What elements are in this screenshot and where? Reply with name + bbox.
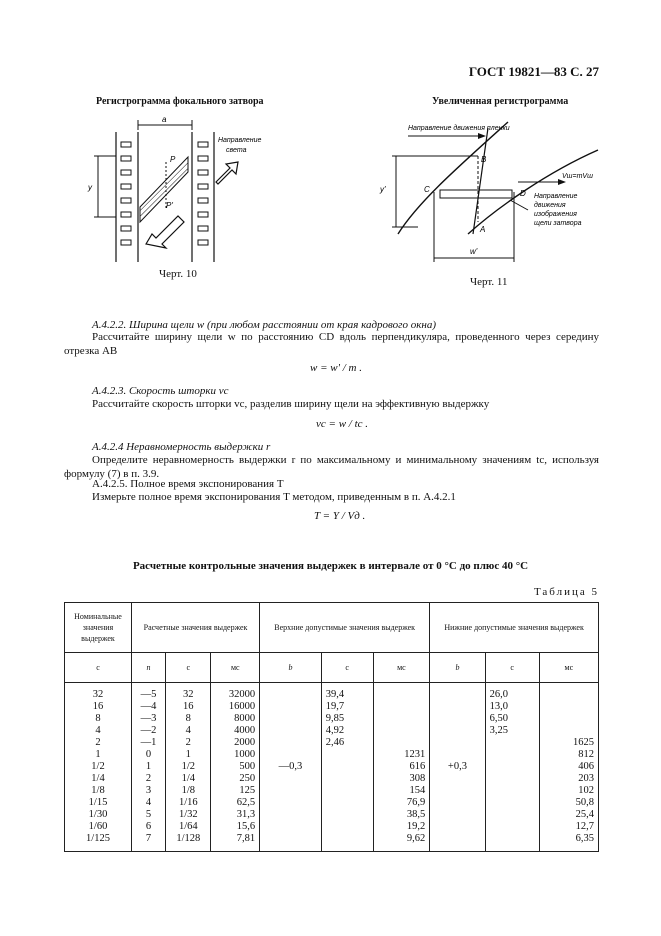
table-cell: 32 bbox=[166, 683, 211, 702]
table-cell bbox=[260, 749, 322, 761]
table-cell: 1/32 bbox=[166, 809, 211, 821]
unit-header: мс bbox=[539, 653, 598, 683]
table-cell: 9,62 bbox=[373, 833, 430, 852]
point-b-label: B bbox=[481, 155, 487, 164]
light-direction-label-2: света bbox=[226, 147, 247, 154]
table-cell bbox=[373, 737, 430, 749]
table-cell: 76,9 bbox=[373, 797, 430, 809]
table-cell bbox=[485, 773, 539, 785]
table-cell bbox=[485, 833, 539, 852]
table-cell: 15,6 bbox=[211, 821, 260, 833]
table-cell: 38,5 bbox=[373, 809, 430, 821]
table-cell: 4000 bbox=[211, 725, 260, 737]
figure-10-title: Регистрограмма фокального затвора bbox=[96, 96, 264, 107]
table-cell bbox=[373, 683, 430, 702]
table-cell bbox=[260, 785, 322, 797]
table-row bbox=[65, 809, 599, 821]
table-cell: 8 bbox=[65, 713, 132, 725]
point-p-label: P bbox=[170, 155, 176, 164]
table-cell: 2000 bbox=[211, 737, 260, 749]
table-cell: 1 bbox=[65, 749, 132, 761]
table-cell bbox=[260, 725, 322, 737]
page-header: ГОСТ 19821—83 С. 27 bbox=[468, 64, 599, 79]
table-cell: 7 bbox=[132, 833, 166, 852]
table-cell bbox=[430, 809, 485, 821]
header-upper: Верхние допустимые значения выдержек bbox=[260, 603, 430, 653]
table-cell: 1/8 bbox=[166, 785, 211, 797]
table-cell: 62,5 bbox=[211, 797, 260, 809]
table-cell: 19,7 bbox=[321, 701, 373, 713]
table-cell: 1625 bbox=[539, 737, 598, 749]
table-cell bbox=[260, 713, 322, 725]
table-row bbox=[65, 785, 599, 797]
table-cell: 2,46 bbox=[321, 737, 373, 749]
table-cell bbox=[260, 797, 322, 809]
table-title: Расчетные контрольные значения выдержек в интервале от 0 °С до плюс 40 °С bbox=[132, 560, 529, 572]
shutter-direction-label-3: изображения bbox=[534, 211, 577, 218]
table-cell: 13,0 bbox=[485, 701, 539, 713]
shutter-direction-label-1: Направление bbox=[534, 193, 578, 200]
table-cell: 1/60 bbox=[65, 821, 132, 833]
table-cell bbox=[260, 737, 322, 749]
figure-11-diagram bbox=[378, 112, 608, 272]
table-cell: 32 bbox=[65, 683, 132, 702]
section-a422-title: А.4.2.2. Ширина щели w (при любом расстоянии от края кадрового окна) bbox=[92, 319, 436, 331]
table-cell: 500 bbox=[211, 761, 260, 773]
table-cell: 2 bbox=[65, 737, 132, 749]
table-cell: 50,8 bbox=[539, 797, 598, 809]
table-cell: 1/16 bbox=[166, 797, 211, 809]
table-cell bbox=[321, 821, 373, 833]
table-row bbox=[65, 773, 599, 785]
table-cell bbox=[430, 701, 485, 713]
table-cell: 616 bbox=[373, 761, 430, 773]
table-cell bbox=[485, 797, 539, 809]
table-cell bbox=[321, 761, 373, 773]
table-cell: 0 bbox=[132, 749, 166, 761]
formula-t: T = Y / Vд . bbox=[314, 510, 366, 522]
section-a424-body: Определите неравномерность выдержки r по максимальному и минимальному значениям tс, используя формулу (7) в п. 3.9. bbox=[64, 454, 599, 480]
table-cell: 8000 bbox=[211, 713, 260, 725]
table-cell: 1/30 bbox=[65, 809, 132, 821]
table-row bbox=[65, 683, 599, 702]
table-cell bbox=[485, 809, 539, 821]
shutter-direction-label-2: движения bbox=[534, 202, 566, 209]
table-cell: 6 bbox=[132, 821, 166, 833]
header-lower: Нижние допустимые значения выдержек bbox=[430, 603, 599, 653]
table-cell bbox=[321, 749, 373, 761]
table-label: Таблица 5 bbox=[533, 586, 599, 598]
dim-a-label: a bbox=[162, 115, 167, 124]
table-cell bbox=[373, 725, 430, 737]
table-row bbox=[65, 713, 599, 725]
table-cell: 3,25 bbox=[485, 725, 539, 737]
table-cell bbox=[321, 809, 373, 821]
figure-11-caption: Черт. 11 bbox=[470, 276, 508, 288]
table-row bbox=[65, 833, 599, 852]
section-a423-body: Рассчитайте скорость шторки vс, разделив ширину щели на эффективную выдержку bbox=[92, 398, 490, 410]
shutter-direction-label-4: щели затвора bbox=[534, 220, 582, 227]
formula-vc: vс = w / tс . bbox=[316, 418, 369, 430]
velocity-label: Vш=mVш bbox=[562, 173, 593, 180]
unit-header: мс bbox=[211, 653, 260, 683]
table-cell bbox=[539, 725, 598, 737]
dim-y-label: y bbox=[88, 183, 92, 192]
table-cell: 125 bbox=[211, 785, 260, 797]
table-cell: 32000 bbox=[211, 683, 260, 702]
table-cell: +0,3 bbox=[430, 761, 485, 773]
table-cell bbox=[430, 821, 485, 833]
table-cell: 1/4 bbox=[65, 773, 132, 785]
table-cell: 1000 bbox=[211, 749, 260, 761]
table-cell bbox=[539, 701, 598, 713]
table-cell: 1/128 bbox=[166, 833, 211, 852]
section-a422-body: Рассчитайте ширину щели w по расстоянию CD вдоль перпендикуляра, проведенного через середину отрезка AB bbox=[64, 331, 599, 357]
dim-w-prime-label: w' bbox=[470, 247, 478, 256]
table-cell: 4 bbox=[132, 797, 166, 809]
section-a425-title: А.4.2.5. Полное время экспонирования T bbox=[92, 478, 284, 490]
table-row bbox=[65, 761, 599, 773]
table-cell bbox=[260, 701, 322, 713]
table-cell bbox=[260, 773, 322, 785]
table-cell: 16000 bbox=[211, 701, 260, 713]
figure-10-diagram bbox=[80, 112, 280, 272]
table-cell: 7,81 bbox=[211, 833, 260, 852]
point-p2-label: P' bbox=[166, 201, 173, 210]
table-cell: 1/2 bbox=[166, 761, 211, 773]
table-cell: 406 bbox=[539, 761, 598, 773]
table-cell bbox=[430, 797, 485, 809]
table-cell bbox=[430, 833, 485, 852]
unit-header: с bbox=[65, 653, 132, 683]
header-nominal: Номинальные значения выдержек bbox=[65, 603, 132, 653]
table-cell: 31,3 bbox=[211, 809, 260, 821]
table-cell: 2 bbox=[166, 737, 211, 749]
table-cell: 1/64 bbox=[166, 821, 211, 833]
table-row bbox=[65, 749, 599, 761]
table-cell: 1/125 bbox=[65, 833, 132, 852]
table-cell bbox=[430, 785, 485, 797]
table-cell: —0,3 bbox=[260, 761, 322, 773]
table-cell: 19,2 bbox=[373, 821, 430, 833]
table-cell: 250 bbox=[211, 773, 260, 785]
table-cell: 9,85 bbox=[321, 713, 373, 725]
table-body bbox=[65, 683, 599, 852]
table-cell: 8 bbox=[166, 713, 211, 725]
table-cell: 12,7 bbox=[539, 821, 598, 833]
table-cell: 1231 bbox=[373, 749, 430, 761]
table-cell: —5 bbox=[132, 683, 166, 702]
table-cell bbox=[260, 683, 322, 702]
table-cell: 154 bbox=[373, 785, 430, 797]
table-cell bbox=[373, 701, 430, 713]
table-cell: 39,4 bbox=[321, 683, 373, 702]
table-cell: 1/15 bbox=[65, 797, 132, 809]
table-cell: 16 bbox=[65, 701, 132, 713]
unit-header: с bbox=[485, 653, 539, 683]
table-cell: —4 bbox=[132, 701, 166, 713]
figure-11-title: Увеличенная регистрограмма bbox=[432, 96, 569, 107]
table-row bbox=[65, 701, 599, 713]
formula-w: w = w' / m . bbox=[310, 362, 362, 374]
table-row bbox=[65, 725, 599, 737]
table-cell: 102 bbox=[539, 785, 598, 797]
unit-header: мс bbox=[373, 653, 430, 683]
point-a-label: A bbox=[480, 225, 486, 234]
table-cell: 16 bbox=[166, 701, 211, 713]
table-cell bbox=[485, 785, 539, 797]
table-cell bbox=[430, 737, 485, 749]
table-row bbox=[65, 737, 599, 749]
table-cell: 1 bbox=[166, 749, 211, 761]
section-a424-title: А.4.2.4 Неравномерность выдержки r bbox=[92, 441, 271, 453]
table-cell: 1/4 bbox=[166, 773, 211, 785]
table-cell bbox=[260, 809, 322, 821]
table-cell: 1/2 bbox=[65, 761, 132, 773]
dim-y-prime-label: y' bbox=[380, 185, 386, 194]
table-cell bbox=[260, 821, 322, 833]
table-cell bbox=[321, 785, 373, 797]
table-cell bbox=[485, 749, 539, 761]
table-cell bbox=[321, 773, 373, 785]
table-cell: 1/8 bbox=[65, 785, 132, 797]
table-cell bbox=[485, 761, 539, 773]
table-cell bbox=[539, 713, 598, 725]
table-cell: 5 bbox=[132, 809, 166, 821]
section-a423-title: А.4.2.3. Скорость шторки vс bbox=[92, 385, 229, 397]
table-cell bbox=[321, 833, 373, 852]
unit-header: b bbox=[260, 653, 322, 683]
section-a425-body: Измерьте полное время экспонирования T методом, приведенным в п. А.4.2.1 bbox=[92, 491, 456, 503]
film-direction-label: Направление движения пленки bbox=[408, 125, 510, 132]
units-row bbox=[65, 653, 599, 683]
table-cell bbox=[485, 737, 539, 749]
table-cell bbox=[430, 725, 485, 737]
point-d-label: D bbox=[520, 189, 526, 198]
point-c-label: C bbox=[424, 185, 430, 194]
table-cell bbox=[485, 821, 539, 833]
table-cell: 203 bbox=[539, 773, 598, 785]
table-cell: 25,4 bbox=[539, 809, 598, 821]
header-calc: Расчетные значения выдержек bbox=[132, 603, 260, 653]
table-cell: 6,35 bbox=[539, 833, 598, 852]
exposure-table bbox=[64, 602, 599, 852]
table-cell bbox=[260, 833, 322, 852]
table-cell bbox=[430, 713, 485, 725]
table-cell: —2 bbox=[132, 725, 166, 737]
table-cell: 308 bbox=[373, 773, 430, 785]
light-direction-label-1: Направление bbox=[218, 137, 262, 144]
table-row bbox=[65, 797, 599, 809]
table-cell bbox=[430, 683, 485, 702]
table-cell bbox=[430, 749, 485, 761]
table-cell bbox=[430, 773, 485, 785]
unit-header: b bbox=[430, 653, 485, 683]
table-cell: 4 bbox=[65, 725, 132, 737]
table-cell bbox=[373, 713, 430, 725]
table-cell: 4,92 bbox=[321, 725, 373, 737]
table-cell: 812 bbox=[539, 749, 598, 761]
unit-header: n bbox=[132, 653, 166, 683]
table-cell: 2 bbox=[132, 773, 166, 785]
table-cell: —3 bbox=[132, 713, 166, 725]
table-cell: 6,50 bbox=[485, 713, 539, 725]
table-cell: 26,0 bbox=[485, 683, 539, 702]
table-cell: —1 bbox=[132, 737, 166, 749]
table-cell bbox=[539, 683, 598, 702]
table-cell: 3 bbox=[132, 785, 166, 797]
table-row bbox=[65, 821, 599, 833]
table-cell: 4 bbox=[166, 725, 211, 737]
table-cell bbox=[321, 797, 373, 809]
table-cell: 1 bbox=[132, 761, 166, 773]
unit-header: с bbox=[321, 653, 373, 683]
figure-10-caption: Черт. 10 bbox=[159, 268, 197, 280]
unit-header: с bbox=[166, 653, 211, 683]
